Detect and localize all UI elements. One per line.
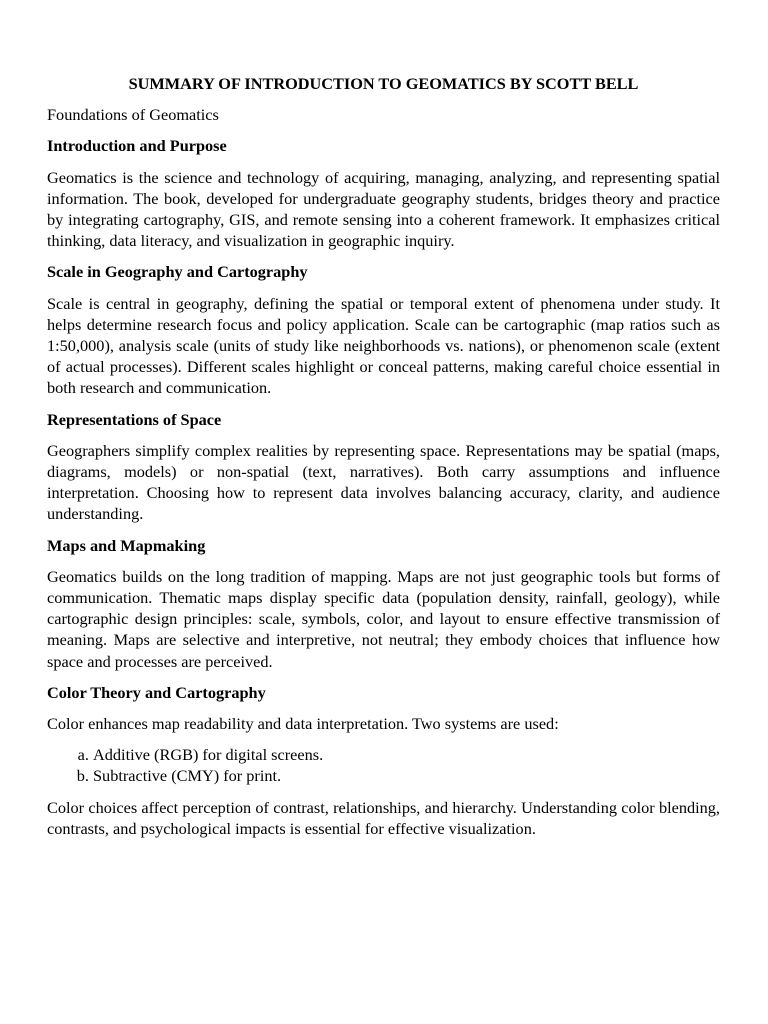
- section-heading: Representations of Space: [47, 409, 222, 429]
- section-heading: Color Theory and Cartography: [47, 682, 266, 702]
- section-paragraph: Geomatics builds on the long tradition of mapping. Maps are not just geographic tools but forms of communication. Thematic maps display specific data (population density, rainfall, geology), while cartographic design principles: scale, symbols, color, and layout to ensure effective transmission of meaning. Maps are selective and interpretive, not neutral; they embody choices that influence how space and processes are perceived.: [47, 566, 720, 671]
- section-intro-paragraph: Color enhances map readability and data interpretation. Two systems are used:: [47, 714, 559, 734]
- section-closing-paragraph: Color choices affect perception of contrast, relationships, and hierarchy. Understanding color blending, contrasts, and psychological impacts is essential for effective visualization.: [47, 797, 720, 838]
- document-subtitle: Foundations of Geomatics: [47, 105, 219, 125]
- document-title: SUMMARY OF INTRODUCTION TO GEOMATICS BY SCOTT BELL: [128, 74, 639, 93]
- section-heading: Scale in Geography and Cartography: [47, 262, 308, 282]
- list-item: b. Subtractive (CMY) for print.: [93, 765, 720, 786]
- color-systems-list: [47, 744, 720, 786]
- section-paragraph: Scale is central in geography, defining the spatial or temporal extent of phenomena under study. It helps determine research focus and policy application. Scale can be cartographic (map ratios such as 1:50,000), analysis scale (units of study like neighborhoods vs. nations), or phenomenon scale (extent of actual processes). Different scales highlight or conceal patterns, making careful choice essential in both research and communication.: [47, 293, 720, 398]
- section-paragraph: Geographers simplify complex realities by representing space. Representations may be spatial (maps, diagrams, models) or non-spatial (text, narratives). Both carry assumptions and influence interpretation. Choosing how to represent data involves balancing accuracy, clarity, and audience understanding.: [47, 440, 720, 524]
- section-heading: Introduction and Purpose: [47, 136, 227, 156]
- section-scale: [47, 261, 720, 398]
- section-representations: [47, 409, 720, 525]
- section-color-theory: [47, 682, 720, 839]
- section-maps: [47, 535, 720, 672]
- section-heading: Maps and Mapmaking: [47, 535, 206, 555]
- section-paragraph: Geomatics is the science and technology of acquiring, managing, analyzing, and representing spatial information. The book, developed for undergraduate geography students, bridges theory and practice by integrating cartography, GIS, and remote sensing into a coherent framework. It emphasizes critical thinking, data literacy, and visualization in geographic inquiry.: [47, 167, 720, 251]
- document-page: [47, 73, 720, 849]
- section-introduction: [47, 135, 720, 251]
- list-item: a. Additive (RGB) for digital screens.: [93, 744, 720, 765]
